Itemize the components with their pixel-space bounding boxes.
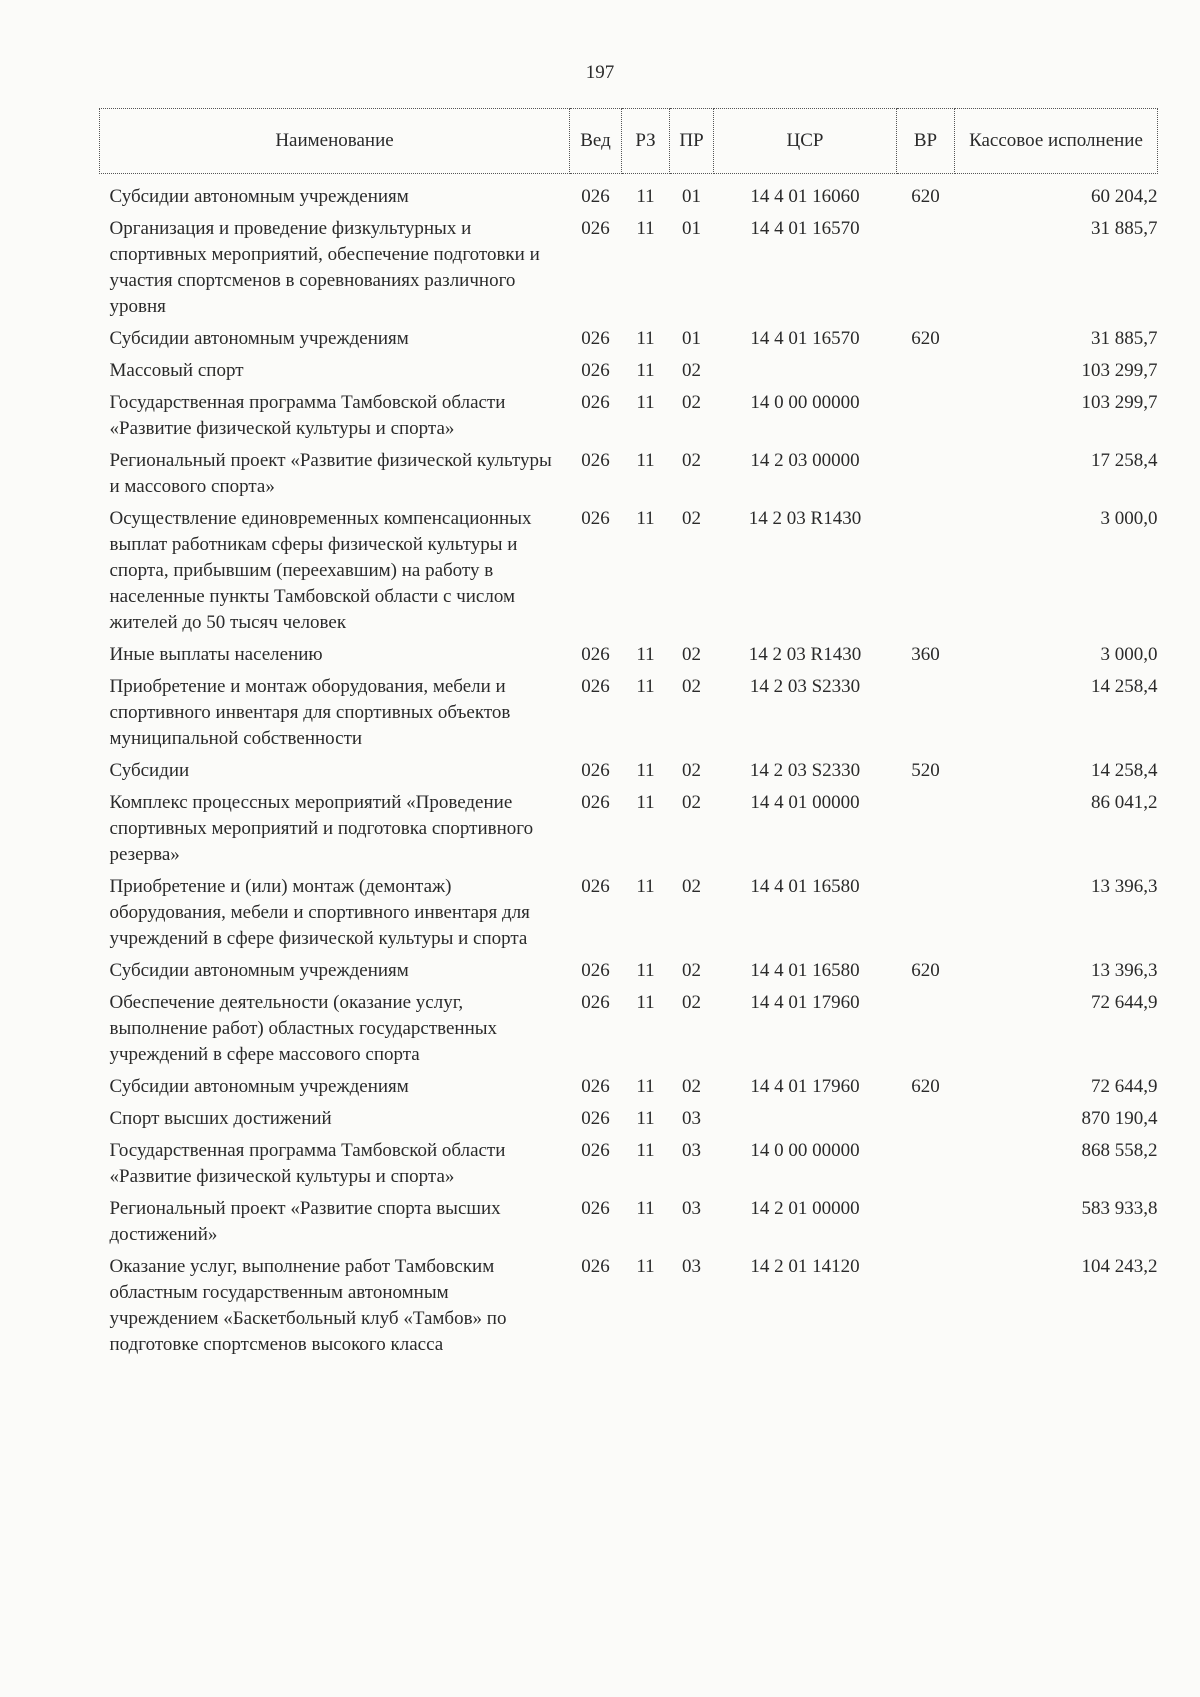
cell-csr: 14 0 00 00000 <box>750 1140 860 1161</box>
cell-rz: 11 <box>636 876 655 897</box>
table-row <box>100 503 1158 639</box>
cell-vr <box>897 213 955 323</box>
cell-ved: 026 <box>581 1076 610 1097</box>
table-row <box>100 213 1158 323</box>
cell-csr: 14 4 01 16060 <box>750 186 860 207</box>
cell-rz: 11 <box>636 992 655 1013</box>
table-row <box>100 174 1158 214</box>
cell-csr: 14 4 01 16580 <box>750 876 860 897</box>
cell-csr: 14 4 01 16570 <box>750 218 860 239</box>
cell-rz: 11 <box>636 450 655 471</box>
cell-rz: 11 <box>636 360 655 381</box>
cell-sum: 72 644,9 <box>1091 992 1158 1013</box>
cell-vr <box>897 671 955 755</box>
cell-name: Региональный проект «Развитие спорта высших достижений» <box>109 1198 501 1245</box>
cell-sum: 31 885,7 <box>1091 328 1158 349</box>
cell-vr: 620 <box>911 328 940 349</box>
cell-sum: 103 299,7 <box>1081 360 1158 381</box>
cell-ved: 026 <box>581 1256 610 1277</box>
cell-name: Субсидии автономным учреждениям <box>109 1076 409 1097</box>
cell-sum: 14 258,4 <box>1091 760 1158 781</box>
cell-name: Обеспечение деятельности (оказание услуг, выполнение работ) областных государственных учреждений в сфере массового спорта <box>109 992 498 1065</box>
table-row <box>100 1071 1158 1103</box>
header-sum: Кассовое исполнение <box>955 109 1158 174</box>
cell-pr: 03 <box>682 1140 701 1161</box>
table-row <box>100 639 1158 671</box>
cell-sum: 583 933,8 <box>1081 1198 1158 1219</box>
cell-rz: 11 <box>636 644 655 665</box>
page-number: 197 <box>585 62 615 83</box>
cell-pr: 02 <box>682 792 701 813</box>
cell-vr <box>897 1193 955 1251</box>
cell-pr: 03 <box>682 1256 701 1277</box>
cell-rz: 11 <box>636 1198 655 1219</box>
cell-vr <box>897 355 955 387</box>
cell-rz: 11 <box>636 508 655 529</box>
cell-vr <box>897 387 955 445</box>
header-vr: ВР <box>897 109 955 174</box>
cell-name: Оказание услуг, выполнение работ Тамбовским областным государственным автономным учреждением «Баскетбольный клуб «Тамбов» по подготовке спортсменов высокого класса <box>109 1256 507 1355</box>
cell-ved: 026 <box>581 960 610 981</box>
cell-ved: 026 <box>581 392 610 413</box>
cell-vr <box>897 503 955 639</box>
cell-rz: 11 <box>636 328 655 349</box>
cell-pr: 02 <box>682 960 701 981</box>
table-row <box>100 387 1158 445</box>
cell-rz: 11 <box>636 392 655 413</box>
header-pr: ПР <box>670 109 714 174</box>
cell-rz: 11 <box>636 960 655 981</box>
cell-sum: 14 258,4 <box>1091 676 1158 697</box>
cell-ved: 026 <box>581 1198 610 1219</box>
cell-vr: 360 <box>911 644 940 665</box>
cell-name: Региональный проект «Развитие физической культуры и массового спорта» <box>109 450 552 497</box>
cell-sum: 3 000,0 <box>1100 644 1158 665</box>
cell-sum: 60 204,2 <box>1091 186 1158 207</box>
cell-name: Приобретение и (или) монтаж (демонтаж) оборудования, мебели и спортивного инвентаря для учреждений в сфере физической культуры и спорта <box>109 876 530 949</box>
cell-rz: 11 <box>636 1108 655 1129</box>
cell-sum: 72 644,9 <box>1091 1076 1158 1097</box>
cell-pr: 02 <box>682 644 701 665</box>
cell-name: Массовый спорт <box>109 360 244 381</box>
cell-vr <box>897 987 955 1071</box>
cell-vr <box>897 445 955 503</box>
cell-csr: 14 2 01 14120 <box>750 1256 860 1277</box>
cell-pr: 02 <box>682 992 701 1013</box>
cell-csr: 14 2 03 S2330 <box>749 760 861 781</box>
cell-ved: 026 <box>581 360 610 381</box>
header-ved: Вед <box>570 109 622 174</box>
table-body <box>100 174 1158 1362</box>
cell-pr: 02 <box>682 876 701 897</box>
cell-csr: 14 4 01 00000 <box>750 792 860 813</box>
cell-ved: 026 <box>581 876 610 897</box>
cell-csr <box>714 1103 897 1135</box>
cell-name: Спорт высших достижений <box>109 1108 332 1129</box>
cell-name: Комплекс процессных мероприятий «Проведение спортивных мероприятий и подготовка спортивного резерва» <box>109 792 534 865</box>
cell-pr: 01 <box>682 328 701 349</box>
cell-name: Осуществление единовременных компенсационных выплат работникам сферы физической культуры и спорта, прибывшим (переехавшим) на работу в населенные пункты Тамбовской области с числом жителей до 50 тысяч человек <box>109 508 532 633</box>
cell-sum: 86 041,2 <box>1091 792 1158 813</box>
table-row <box>100 355 1158 387</box>
table-row <box>100 1103 1158 1135</box>
header-rz: РЗ <box>622 109 670 174</box>
cell-vr: 620 <box>911 1076 940 1097</box>
cell-sum: 868 558,2 <box>1081 1140 1158 1161</box>
cell-name: Субсидии автономным учреждениям <box>109 186 409 207</box>
table-header-row <box>100 109 1158 174</box>
cell-ved: 026 <box>581 1108 610 1129</box>
table-row <box>100 871 1158 955</box>
table-row <box>100 955 1158 987</box>
table-row <box>100 1135 1158 1193</box>
cell-csr: 14 2 03 R1430 <box>748 644 862 665</box>
cell-pr: 02 <box>682 508 701 529</box>
cell-ved: 026 <box>581 218 610 239</box>
cell-rz: 11 <box>636 760 655 781</box>
cell-name: Субсидии автономным учреждениям <box>109 960 409 981</box>
cell-rz: 11 <box>636 1076 655 1097</box>
cell-vr: 620 <box>911 960 940 981</box>
cell-csr: 14 4 01 17960 <box>750 992 860 1013</box>
cell-ved: 026 <box>581 328 610 349</box>
cell-name: Субсидии <box>109 760 190 781</box>
cell-sum: 3 000,0 <box>1100 508 1158 529</box>
cell-name: Организация и проведение физкультурных и спортивных мероприятий, обеспечение подготовки и участия спортсменов в соревнованиях различного уровня <box>109 218 540 317</box>
cell-csr: 14 4 01 16570 <box>750 328 860 349</box>
cell-name: Государственная программа Тамбовской области «Развитие физической культуры и спорта» <box>109 1140 506 1187</box>
cell-csr: 14 4 01 17960 <box>750 1076 860 1097</box>
table-row <box>100 671 1158 755</box>
cell-sum: 104 243,2 <box>1081 1256 1158 1277</box>
cell-rz: 11 <box>636 676 655 697</box>
cell-pr: 02 <box>682 360 701 381</box>
cell-pr: 02 <box>682 676 701 697</box>
cell-pr: 03 <box>682 1108 701 1129</box>
cell-csr <box>714 355 897 387</box>
cell-sum: 870 190,4 <box>1081 1108 1158 1129</box>
cell-vr <box>897 871 955 955</box>
cell-vr <box>897 1135 955 1193</box>
cell-rz: 11 <box>636 186 655 207</box>
table-row <box>100 755 1158 787</box>
cell-pr: 02 <box>682 760 701 781</box>
table-row <box>100 987 1158 1071</box>
cell-vr: 520 <box>911 760 940 781</box>
cell-name: Иные выплаты населению <box>109 644 323 665</box>
cell-ved: 026 <box>581 644 610 665</box>
cell-csr: 14 4 01 16580 <box>750 960 860 981</box>
cell-sum: 17 258,4 <box>1091 450 1158 471</box>
cell-ved: 026 <box>581 450 610 471</box>
cell-csr: 14 2 01 00000 <box>750 1198 860 1219</box>
table-row <box>100 445 1158 503</box>
header-name: Наименование <box>100 109 570 174</box>
header-csr: ЦСР <box>714 109 897 174</box>
cell-pr: 03 <box>682 1198 701 1219</box>
cell-name: Субсидии автономным учреждениям <box>109 328 409 349</box>
cell-sum: 103 299,7 <box>1081 392 1158 413</box>
cell-vr <box>897 1251 955 1361</box>
cell-ved: 026 <box>581 508 610 529</box>
cell-ved: 026 <box>581 186 610 207</box>
table-row <box>100 323 1158 355</box>
table-row <box>100 1193 1158 1251</box>
cell-pr: 02 <box>682 1076 701 1097</box>
table-row <box>100 1251 1158 1361</box>
cell-csr: 14 2 03 R1430 <box>748 508 862 529</box>
cell-sum: 13 396,3 <box>1091 960 1158 981</box>
cell-rz: 11 <box>636 218 655 239</box>
cell-rz: 11 <box>636 792 655 813</box>
cell-name: Приобретение и монтаж оборудования, мебели и спортивного инвентаря для спортивных объектов муниципальной собственности <box>109 676 511 749</box>
cell-rz: 11 <box>636 1256 655 1277</box>
cell-csr: 14 2 03 S2330 <box>749 676 861 697</box>
cell-vr <box>897 787 955 871</box>
cell-ved: 026 <box>581 792 610 813</box>
cell-sum: 31 885,7 <box>1091 218 1158 239</box>
cell-pr: 01 <box>682 218 701 239</box>
cell-csr: 14 0 00 00000 <box>750 392 860 413</box>
cell-ved: 026 <box>581 760 610 781</box>
cell-ved: 026 <box>581 992 610 1013</box>
table-row <box>100 787 1158 871</box>
cell-pr: 02 <box>682 450 701 471</box>
cell-csr: 14 2 03 00000 <box>750 450 860 471</box>
cell-name: Государственная программа Тамбовской области «Развитие физической культуры и спорта» <box>109 392 506 439</box>
cell-ved: 026 <box>581 1140 610 1161</box>
budget-execution-table <box>99 108 1158 1361</box>
cell-pr: 01 <box>682 186 701 207</box>
cell-ved: 026 <box>581 676 610 697</box>
cell-vr: 620 <box>911 186 940 207</box>
cell-pr: 02 <box>682 392 701 413</box>
cell-vr <box>897 1103 955 1135</box>
cell-rz: 11 <box>636 1140 655 1161</box>
cell-sum: 13 396,3 <box>1091 876 1158 897</box>
